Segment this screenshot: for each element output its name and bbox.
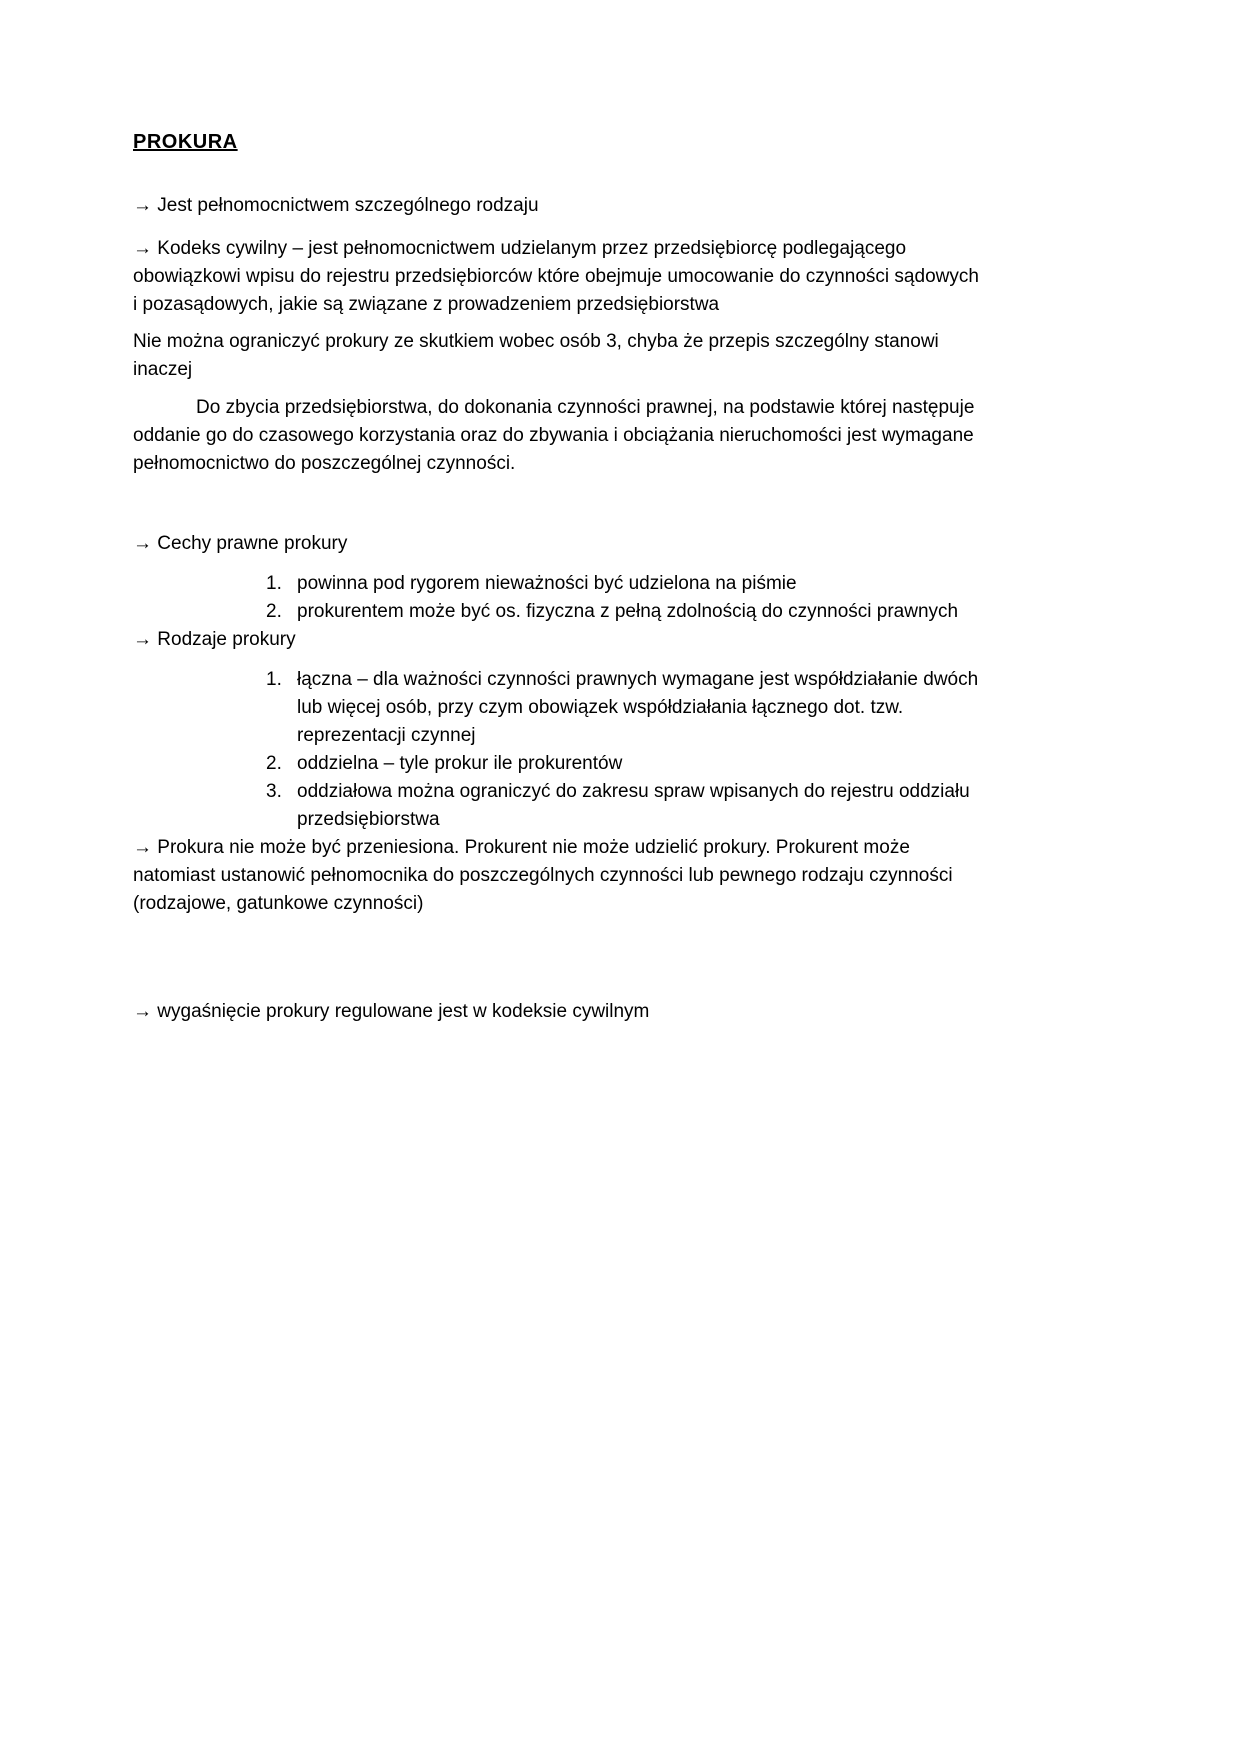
paragraph-kodeks-cywilny [133, 235, 988, 319]
heading-cechy-text: Cechy prawne prokury [157, 533, 348, 554]
list-number: 2. [266, 601, 282, 622]
list-number: 1. [266, 573, 282, 594]
paragraph-ograniczenie: Nie można ograniczyć prokury ze skutkiem wobec osób 3, chyba że przepis szczególny stanowi inaczej [133, 331, 939, 380]
heading-cechy-prawne [133, 530, 988, 558]
list-item-text: łączna – dla ważności czynności prawnych wymagane jest współdziałanie dwóch lub więcej osób, przy czym obowiązek współdziałania łącznego dot. tzw. reprezentacji czynnej [297, 669, 979, 746]
rodzaje-list [266, 666, 986, 834]
arrow-icon: → [133, 195, 152, 216]
cechy-list [266, 570, 986, 626]
list-item [266, 750, 986, 778]
list-item [266, 598, 986, 626]
list-number: 2. [266, 753, 282, 774]
paragraph-wygasniecie-text: wygaśnięcie prokury regulowane jest w kodeksie cywilnym [157, 1001, 650, 1022]
paragraph-intro [133, 192, 988, 220]
list-item [266, 570, 986, 598]
list-item-text: oddzielna – tyle prokur ile prokurentów [297, 753, 623, 774]
arrow-icon: → [133, 837, 152, 858]
document-content [133, 128, 988, 1026]
heading-rodzaje-text: Rodzaje prokury [157, 629, 296, 650]
paragraph-przeniesienie [133, 834, 988, 918]
paragraph-wygasniecie [133, 998, 988, 1026]
list-item-text: oddziałowa można ograniczyć do zakresu spraw wpisanych do rejestru oddziału przedsiębiorstwa [297, 781, 970, 830]
list-item [266, 666, 986, 750]
paragraph-kodeks-text: Kodeks cywilny – jest pełnomocnictwem udzielanym przez przedsiębiorcę podlegającego obowiązkowi wpisu do rejestru przedsiębiorców które obejmuje umocowanie do czynności sądowych i pozasądowych, jakie są związane z prowadzeniem przedsiębiorstwa [133, 238, 979, 315]
paragraph-przeniesienie-text: Prokura nie może być przeniesiona. Prokurent nie może udzielić prokury. Prokurent może natomiast ustanowić pełnomocnika do poszczególnych czynności lub pewnego rodzaju czynności (rodzajowe, gatunkowe czynności) [133, 837, 953, 914]
paragraph-zbycie: Do zbycia przedsiębiorstwa, do dokonania czynności prawnej, na podstawie której następuje oddanie go do czasowego korzystania oraz do zbywania i obciążania nieruchomości jest wymagane pełnomocnictwo do poszczególnej czynności. [133, 397, 975, 474]
arrow-icon: → [133, 533, 152, 554]
document-title: PROKURA [133, 131, 238, 153]
list-item-text: prokurentem może być os. fizyczna z pełną zdolnością do czynności prawnych [297, 601, 959, 622]
paragraph-intro-text: Jest pełnomocnictwem szczególnego rodzaju [157, 195, 539, 216]
arrow-icon: → [133, 629, 152, 650]
list-item [266, 778, 986, 834]
list-number: 3. [266, 781, 282, 802]
list-number: 1. [266, 669, 282, 690]
arrow-icon: → [133, 238, 152, 259]
heading-rodzaje-prokury [133, 626, 988, 654]
arrow-icon: → [133, 1001, 152, 1022]
list-item-text: powinna pod rygorem nieważności być udzielona na piśmie [297, 573, 797, 594]
